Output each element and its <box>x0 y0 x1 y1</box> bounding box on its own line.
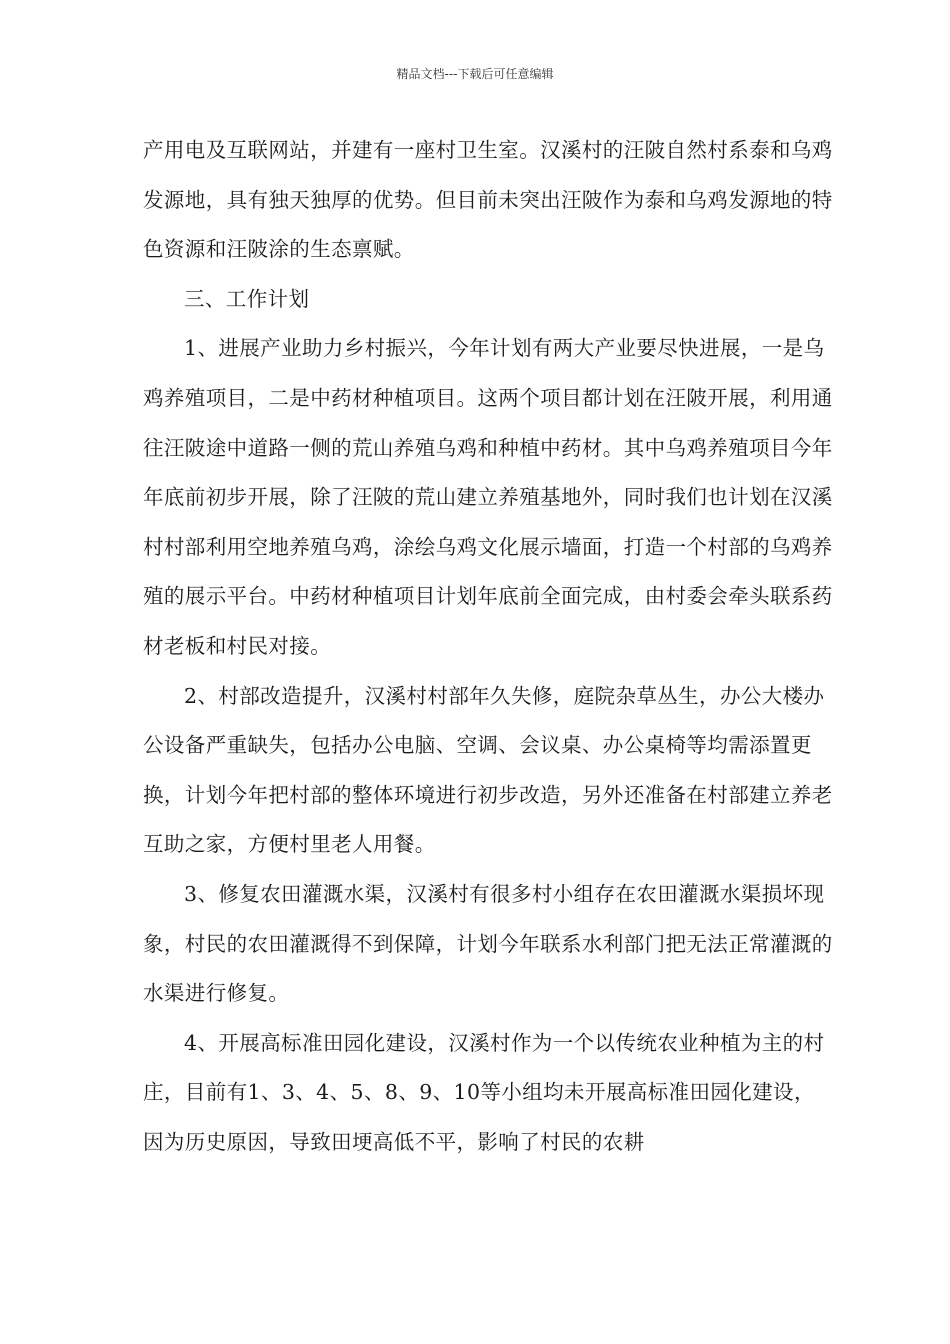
paragraph-plan-item-2: 2、村部改造提升，汉溪村村部年久失修，庭院杂草丛生，办公大楼办公设备严重缺失，包括办公电脑、空调、会议桌、办公桌椅等均需添置更换，计划今年把村部的整体环境进行初步改造，另外还准备在村部建立养老互助之家，方便村里老人用餐。 <box>143 683 833 857</box>
document-body <box>143 126 833 1167</box>
paragraph-intro-continuation: 产用电及互联网站，并建有一座村卫生室。汉溪村的汪陂自然村系泰和乌鸡发源地，具有独天独厚的优势。但目前未突出汪陂作为泰和乌鸡发源地的特色资源和汪陂涂的生态禀赋。 <box>143 138 833 262</box>
section-heading-work-plan: 三、工作计划 <box>184 286 310 311</box>
paragraph-plan-item-1: 1、进展产业助力乡村振兴，今年计划有两大产业要尽快进展，一是乌鸡养殖项目，二是中药材种植项目。这两个项目都计划在汪陂开展，利用通往汪陂途中道路一侧的荒山养殖乌鸡和种植中药材。其中乌鸡养殖项目今年年底前初步开展，除了汪陂的荒山建立养殖基地外，同时我们也计划在汉溪村村部利用空地养殖乌鸡，涂绘乌鸡文化展示墙面，打造一个村部的乌鸡养殖的展示平台。中药材种植项目计划年底前全面完成，由村委会牵头联系药材老板和村民对接。 <box>143 336 833 658</box>
running-header: 精品文档---下载后可任意编辑 <box>396 67 554 81</box>
paragraph-plan-item-4: 4、开展高标准田园化建设，汉溪村作为一个以传统农业种植为主的村庄，目前有1、3、4、5、8、9、10等小组均未开展高标准田园化建设，因为历史原因，导致田埂高低不平，影响了村民的农耕 <box>143 1030 825 1154</box>
paragraph-plan-item-3: 3、修复农田灌溉水渠，汉溪村有很多村小组存在农田灌溉水渠损坏现象，村民的农田灌溉得不到保障，计划今年联系水利部门把无法正常灌溉的水渠进行修复。 <box>143 881 833 1006</box>
